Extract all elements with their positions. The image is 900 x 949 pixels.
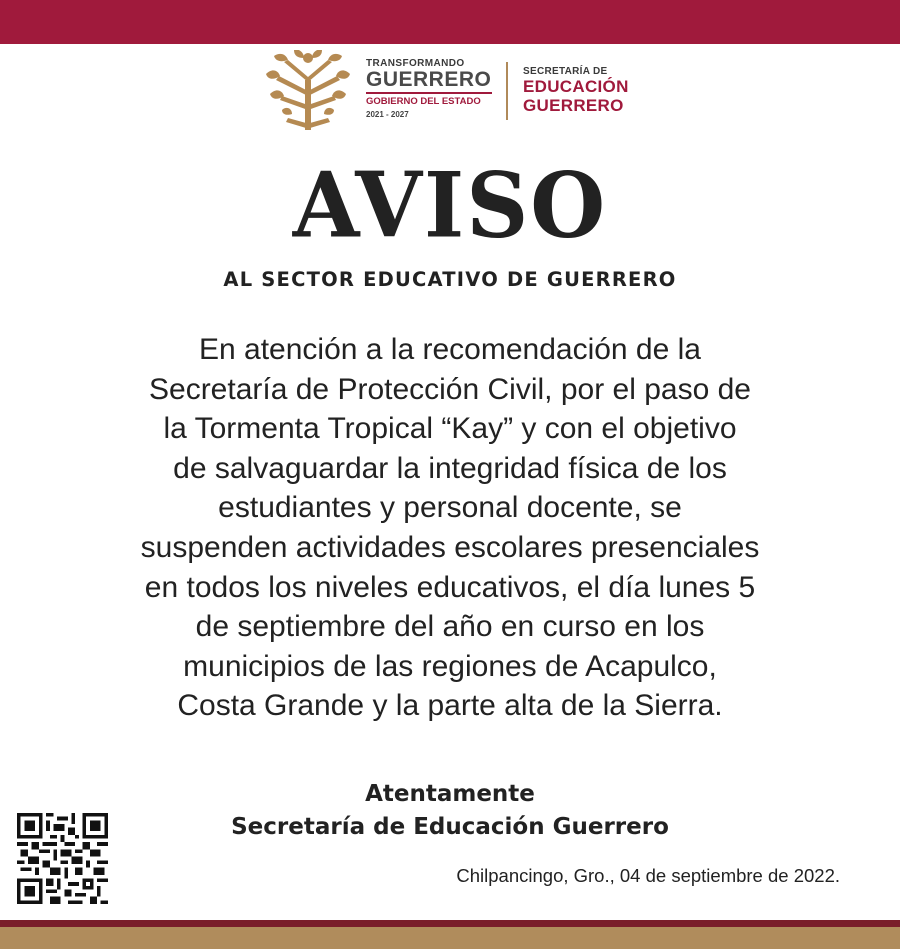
top-color-band (0, 0, 900, 44)
signature-issuer: Secretaría de Educación Guerrero (231, 814, 669, 840)
body-line: de septiembre del año en curso en los (195, 610, 705, 644)
gov-years: 2021 - 2027 (366, 110, 409, 119)
notice-title: AVISO (292, 152, 608, 259)
secretariat-logotype (523, 66, 663, 115)
bottom-color-band (0, 927, 900, 949)
sec-line-1: EDUCACIÓN (523, 77, 629, 96)
tree-emblem-icon (264, 50, 352, 132)
header-logos (0, 44, 900, 144)
sec-top-label: SECRETARÍA DE (523, 66, 608, 77)
logo-divider (506, 62, 508, 120)
gov-state-name: GUERRERO (366, 68, 492, 91)
gov-tagline: TRANSFORMANDO (366, 58, 465, 69)
place-and-date: Chilpancingo, Gro., 04 de septiembre de 2022. (456, 865, 840, 886)
body-line: estudiantes y personal docente, se (218, 491, 682, 525)
notice-subtitle: AL SECTOR EDUCATIVO DE GUERRERO (223, 268, 677, 291)
qr-code-icon[interactable] (17, 813, 108, 904)
body-line: Costa Grande y la parte alta de la Sierra. (177, 689, 723, 723)
signature-closing: Atentamente (365, 781, 535, 807)
body-line: municipios de las regiones de Acapulco, (183, 649, 717, 683)
body-line: suspenden actividades escolares presenciales (140, 530, 760, 564)
government-logotype (366, 58, 498, 119)
gov-subtitle: GOBIERNO DEL ESTADO (366, 96, 481, 107)
body-line: En atención a la recomendación de la (198, 333, 701, 366)
body-line: en todos los niveles educativos, el día lunes 5 (144, 570, 756, 604)
notice-body (95, 330, 805, 726)
body-line: Secretaría de Protección Civil, por el paso de (149, 372, 751, 406)
body-line: de salvaguardar la integridad física de los (173, 451, 727, 485)
gov-rule (366, 92, 492, 94)
body-line: la Tormenta Tropical “Kay” y con el objetivo (163, 412, 737, 446)
bottom-thin-band (0, 920, 900, 927)
sec-line-2: GUERRERO (523, 96, 624, 115)
